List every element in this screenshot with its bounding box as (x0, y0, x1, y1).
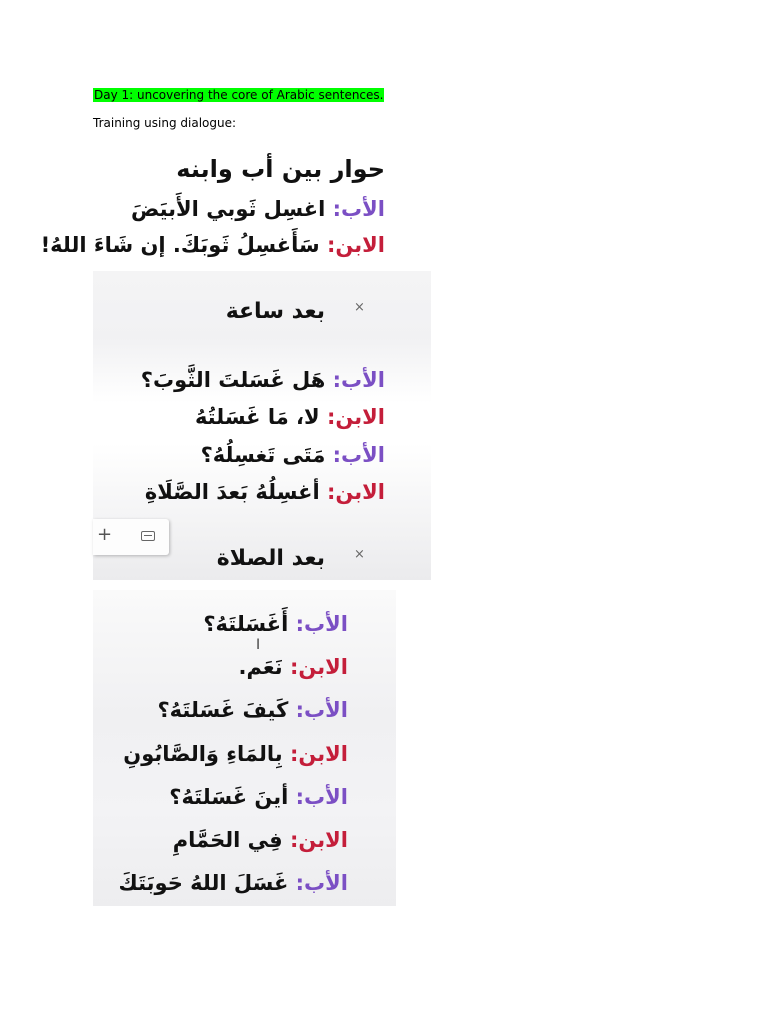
page-subheading: Training using dialogue: (93, 116, 237, 130)
speaker-label: الابن: (289, 828, 348, 852)
line-text: غَسَلَ اللهُ حَوبَتَكَ (118, 871, 289, 895)
line-text: أَغَسَلتَهُ؟ (203, 612, 289, 636)
line-text: هَل غَسَلتَ الثَّوبَ؟ (140, 368, 326, 392)
speaker-label: الأب: (332, 443, 385, 467)
dialogue-line (157, 696, 348, 724)
close-icon[interactable]: × (354, 547, 365, 562)
speaker-label: الابن: (289, 655, 348, 679)
dialogue-line (145, 478, 385, 506)
dialogue-line (131, 195, 385, 223)
dialogue-line (119, 869, 348, 897)
dialogue-line (203, 610, 348, 638)
text-cursor-icon: I (256, 637, 261, 653)
dialogue-image-2 (93, 590, 396, 906)
line-text: نَعَم. (238, 655, 283, 679)
line-text: مَتَى تَغسِلُهُ؟ (200, 443, 326, 467)
speaker-label: الأب: (332, 197, 385, 221)
line-text: فِي الحَمَّامِ (172, 828, 283, 852)
close-icon[interactable]: × (354, 300, 365, 315)
line-text: أغسِلُهُ بَعدَ الصَّلَاةِ (144, 480, 320, 504)
dialogue-image-1 (40, 143, 431, 580)
dialogue-line (41, 231, 385, 259)
line-text: بِالمَاءِ وَالصَّابُونِ (123, 742, 283, 766)
keyboard-icon[interactable] (141, 531, 155, 541)
line-text: كَيفَ غَسَلتَهُ؟ (157, 698, 289, 722)
highlighted-heading-text: Day 1: uncovering the core of Arabic sentences. (94, 88, 384, 102)
dialogue-line (169, 783, 348, 811)
dialogue-title: حوار بين أب وابنه (176, 155, 385, 183)
dialogue-line (141, 366, 385, 394)
speaker-label: الأب: (295, 698, 348, 722)
speaker-label: الأب: (295, 785, 348, 809)
speaker-label: الأب: (332, 368, 385, 392)
speaker-label: الابن: (326, 405, 385, 429)
speaker-label: الأب: (295, 871, 348, 895)
floating-toolbar (93, 519, 169, 555)
page-heading (93, 88, 384, 103)
section-heading: بعد ساعة (225, 299, 325, 324)
plus-icon[interactable]: + (97, 524, 113, 545)
dialogue-line (201, 441, 385, 469)
dialogue-line (195, 403, 385, 431)
dialogue-line (238, 653, 348, 681)
line-text: سَأَغسِلُ ثَوبَكَ. إن شَاءَ اللهُ! (40, 233, 320, 257)
speaker-label: الابن: (326, 233, 385, 257)
section-heading: بعد الصلاة (216, 546, 325, 571)
line-text: أينَ غَسَلتَهُ؟ (169, 785, 289, 809)
line-text: لا، مَا غَسَلتُهُ (194, 405, 320, 429)
speaker-label: الابن: (326, 480, 385, 504)
speaker-label: الأب: (295, 612, 348, 636)
speaker-label: الابن: (289, 742, 348, 766)
line-text: اغسِل ثَوبي الأَبيَضَ (130, 197, 326, 221)
dialogue-line (173, 826, 348, 854)
dialogue-line (123, 740, 348, 768)
